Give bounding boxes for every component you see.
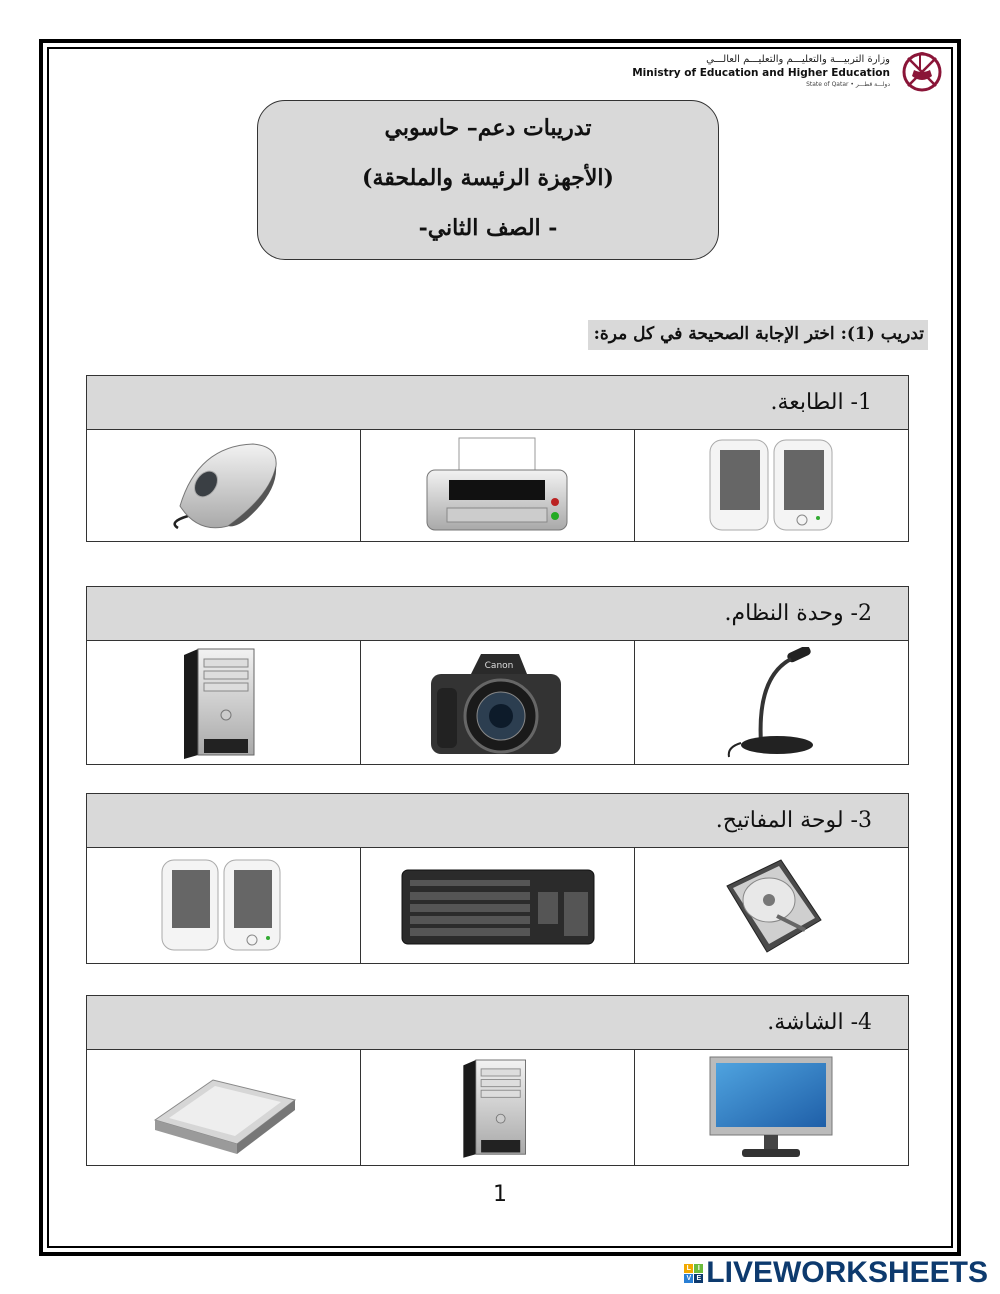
question-1-label: 1- الطابعة. [87,376,909,430]
question-1 [86,375,909,542]
liveworksheets-logo-icon: L I V E [684,1264,703,1283]
option-scanner[interactable] [87,1050,361,1166]
option-speakers[interactable] [87,848,361,964]
liveworksheets-text: LIVEWORKSHEETS [706,1256,988,1289]
option-microphone[interactable] [635,641,909,765]
question-3 [86,793,909,964]
page-number: 1 [493,1182,507,1207]
printer-icon [417,436,577,536]
camera-brand-text: Canon [485,660,514,671]
option-system-unit[interactable] [361,1050,635,1166]
option-keyboard[interactable] [360,848,634,964]
option-monitor[interactable] [634,1050,908,1166]
speakers-icon [702,436,842,536]
option-system-unit[interactable] [87,641,361,765]
option-speakers[interactable] [635,430,909,542]
title-line-1: تدريبات دعم– حاسوبي [384,115,592,141]
option-camera[interactable] [360,641,634,765]
title-box [257,100,719,260]
ministry-name-arabic: وزارة التربيـــة والتعليـــم والتعليـــم العالـــي [706,54,890,65]
question-3-label: 3- لوحة المفاتيح. [87,794,909,848]
scanner-icon [149,1060,299,1156]
title-line-3: - الصف الثاني- [418,215,558,241]
monitor-icon [706,1055,836,1161]
microphone-icon [717,647,827,759]
system-unit-icon [178,647,268,759]
hard-disk-icon [717,856,827,956]
camera-icon [427,648,567,758]
exercise-instruction: تدريب (1): اختر الإجابة الصحيحة في كل مرة: [588,320,928,350]
mouse-icon [158,436,288,536]
question-2-label: 2- وحدة النظام. [87,587,909,641]
option-printer[interactable] [360,430,634,542]
qatar-emblem-icon [894,46,950,96]
ministry-logo [632,46,950,96]
speakers-icon [158,856,288,956]
question-4-label: 4- الشاشة. [87,996,909,1050]
liveworksheets-brand [684,1256,988,1290]
state-of-qatar: State of Qatar • دولـــة قطـــر [806,81,890,88]
system-unit-icon [458,1055,538,1161]
keyboard-icon [400,866,596,946]
title-line-2: (الأجهزة الرئيسة والملحقة) [362,165,614,191]
ministry-name-english: Ministry of Education and Higher Education [632,67,890,79]
question-2 [86,586,909,765]
option-mouse[interactable] [87,430,361,542]
question-4 [86,995,909,1166]
option-hard-disk[interactable] [635,848,909,964]
